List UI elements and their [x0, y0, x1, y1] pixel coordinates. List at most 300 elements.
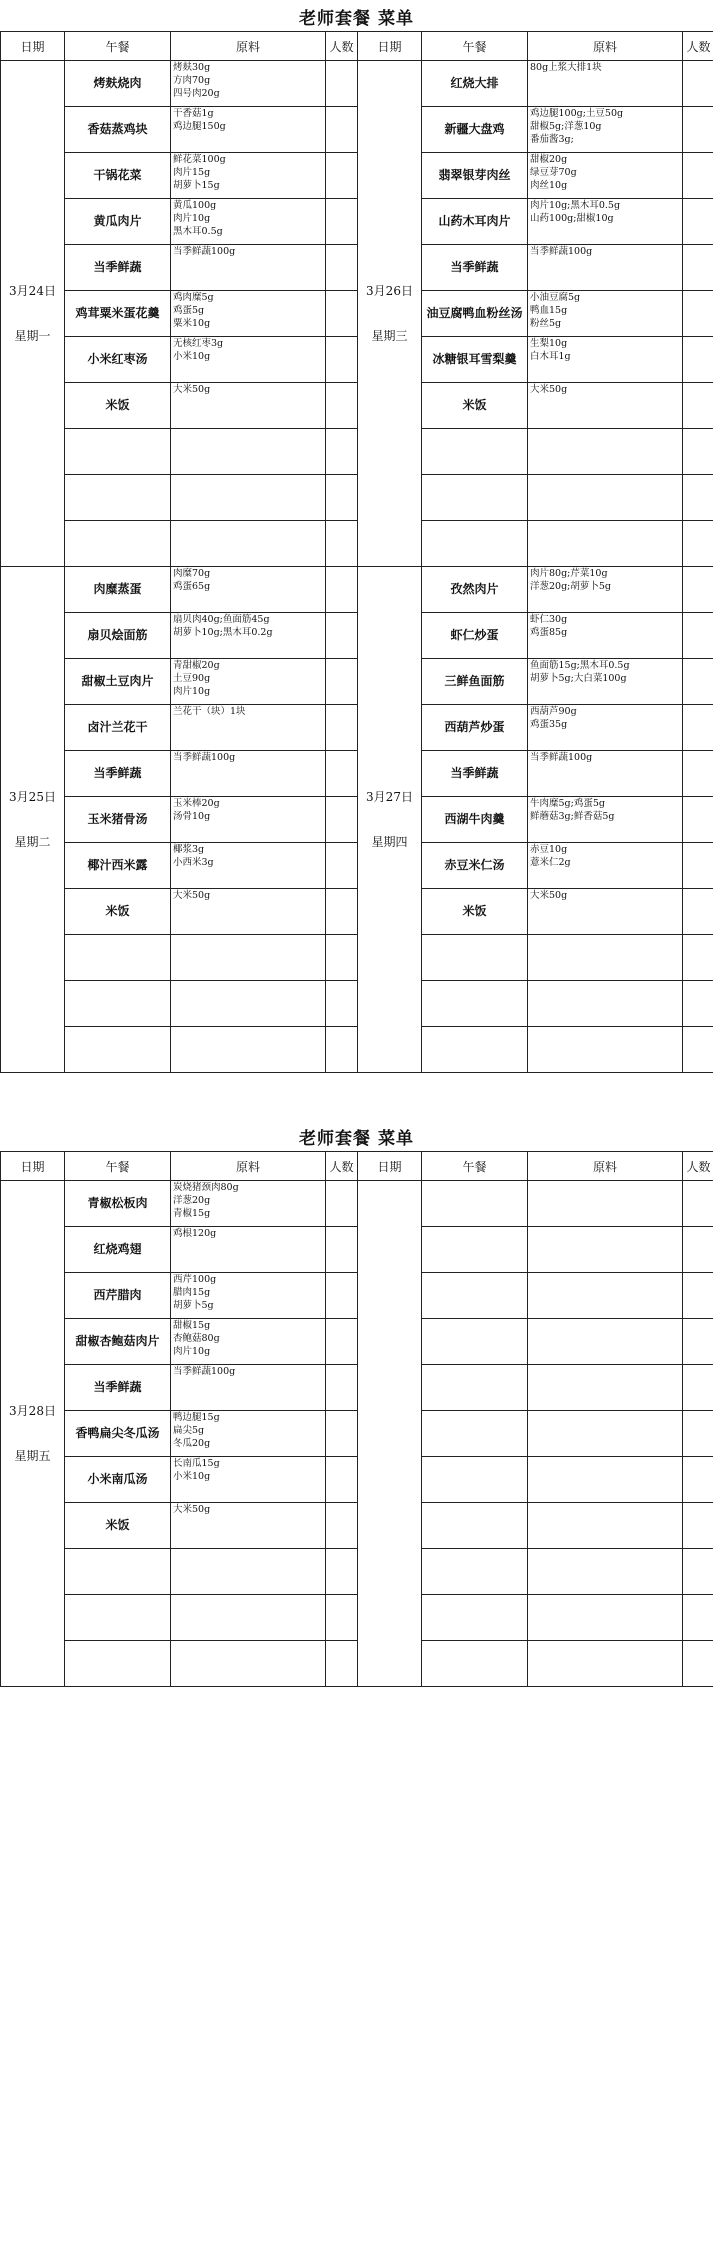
- ingredient-line: 干香菇1g: [173, 108, 214, 119]
- dish-name: [422, 1549, 528, 1595]
- ingredient-line: 黑木耳0.5g: [173, 225, 223, 237]
- dish-name: [65, 935, 171, 981]
- table-row: [1, 1181, 713, 1227]
- people-count-cell[interactable]: [683, 475, 713, 521]
- date-label: 3月27日: [366, 790, 413, 805]
- table-row: [1, 613, 713, 659]
- dish-name: 冰糖银耳雪梨羹: [422, 337, 528, 383]
- people-count-cell[interactable]: [683, 1273, 713, 1319]
- people-count-cell[interactable]: [326, 383, 358, 429]
- table-row: [1, 107, 713, 153]
- ingredients-cell: [528, 1457, 683, 1503]
- dish-name: [422, 429, 528, 475]
- table-row: [1, 889, 713, 935]
- ingredient-line: 鸡根120g: [173, 1228, 217, 1239]
- people-count-cell[interactable]: [326, 751, 358, 797]
- table-row: [1, 475, 713, 521]
- ingredient-line: 鸡边腿100g;土豆50g: [530, 108, 624, 119]
- table-row: [1, 1457, 713, 1503]
- dish-name: [65, 521, 171, 567]
- ingredients-cell: [171, 1365, 326, 1411]
- ingredient-line: 80g上浆大排1块: [530, 62, 602, 73]
- people-count-cell[interactable]: [683, 1227, 713, 1273]
- ingredient-line: 薏米仁2g: [530, 856, 571, 868]
- dish-name: 当季鲜蔬: [422, 245, 528, 291]
- dish-name: 虾仁炒蛋: [422, 613, 528, 659]
- ingredients-cell: [528, 935, 683, 981]
- header-lunch: 午餐: [65, 1152, 171, 1181]
- people-count-cell[interactable]: [683, 567, 713, 613]
- people-count-cell[interactable]: [683, 1319, 713, 1365]
- ingredient-line: 腊肉15g: [173, 1286, 211, 1298]
- table-row: [1, 751, 713, 797]
- ingredients-cell: [171, 843, 326, 889]
- ingredients-cell: [171, 429, 326, 475]
- table-row: [1, 1595, 713, 1641]
- ingredients-cell: [171, 1411, 326, 1457]
- ingredient-line: 鸡蛋65g: [173, 580, 211, 592]
- ingredient-line: 番茄酱3g;: [530, 133, 574, 145]
- ingredient-line: 鸡蛋5g: [173, 304, 205, 316]
- weekday-label: 星期三: [371, 328, 408, 343]
- ingredients-cell: [528, 981, 683, 1027]
- table-row: [1, 337, 713, 383]
- ingredients-cell: [528, 1181, 683, 1227]
- weekday-label: 星期一: [14, 328, 51, 343]
- ingredient-line: 鲜花菜100g: [173, 154, 226, 165]
- ingredients-cell: [528, 659, 683, 705]
- table-row: [1, 1641, 713, 1687]
- header-lunch: 午餐: [422, 32, 528, 61]
- ingredient-line: 玉米棒20g: [173, 798, 220, 809]
- people-count-cell[interactable]: [326, 981, 358, 1027]
- people-count-cell[interactable]: [683, 981, 713, 1027]
- people-count-cell[interactable]: [683, 107, 713, 153]
- people-count-cell[interactable]: [683, 1365, 713, 1411]
- dish-name: [422, 1227, 528, 1273]
- ingredients-cell: [171, 61, 326, 107]
- ingredients-cell: [528, 889, 683, 935]
- header-lunch: 午餐: [422, 1152, 528, 1181]
- dish-name: 孜然肉片: [422, 567, 528, 613]
- dish-name: 西葫芦炒蛋: [422, 705, 528, 751]
- ingredients-cell: [171, 199, 326, 245]
- table-row: [1, 1365, 713, 1411]
- ingredient-line: 胡萝卜5g;大白菜100g: [530, 672, 627, 684]
- dish-name: 油豆腐鸭血粉丝汤: [422, 291, 528, 337]
- date-cell: [358, 1181, 422, 1687]
- table-row: [1, 199, 713, 245]
- table-row: [1, 429, 713, 475]
- people-count-cell[interactable]: [326, 1411, 358, 1457]
- ingredients-cell: [171, 383, 326, 429]
- dish-name: 当季鲜蔬: [65, 751, 171, 797]
- dish-name: 当季鲜蔬: [422, 751, 528, 797]
- ingredient-line: 鸡蛋35g: [530, 718, 568, 730]
- ingredient-line: 肉糜70g: [173, 568, 211, 579]
- dish-name: 西湖牛肉羹: [422, 797, 528, 843]
- page-title: 老师套餐 菜单: [299, 1129, 414, 1149]
- header-ingredients: 原料: [171, 32, 326, 61]
- people-count-cell[interactable]: [326, 1273, 358, 1319]
- people-count-cell[interactable]: [683, 337, 713, 383]
- people-count-cell[interactable]: [326, 1503, 358, 1549]
- ingredient-line: 粟米10g: [173, 317, 211, 329]
- people-count-cell[interactable]: [683, 751, 713, 797]
- people-count-cell[interactable]: [683, 429, 713, 475]
- ingredients-cell: [171, 153, 326, 199]
- table-row: [1, 61, 713, 107]
- ingredients-cell: [528, 1365, 683, 1411]
- people-count-cell[interactable]: [683, 935, 713, 981]
- header-ingredients: 原料: [528, 1152, 683, 1181]
- date-cell: [1, 61, 65, 567]
- ingredient-line: 当季鲜蔬100g: [173, 752, 236, 763]
- people-count-cell[interactable]: [326, 567, 358, 613]
- ingredient-line: 肉片10g: [173, 685, 211, 697]
- people-count-cell[interactable]: [683, 245, 713, 291]
- ingredients-cell: [528, 1273, 683, 1319]
- table-row: [1, 567, 713, 613]
- ingredient-line: 扇贝肉40g;鱼面筋45g: [173, 614, 270, 625]
- dish-name: 米饭: [65, 1503, 171, 1549]
- people-count-cell[interactable]: [683, 1641, 713, 1687]
- header-date: 日期: [1, 1152, 65, 1181]
- ingredients-cell: [171, 751, 326, 797]
- dish-name: [65, 429, 171, 475]
- people-count-cell[interactable]: [326, 291, 358, 337]
- menu-table: [0, 31, 713, 1073]
- people-count-cell[interactable]: [683, 659, 713, 705]
- ingredient-line: 黄瓜100g: [173, 200, 217, 211]
- people-count-cell[interactable]: [683, 153, 713, 199]
- ingredient-line: 小米10g: [173, 350, 211, 362]
- ingredient-line: 大米50g: [530, 890, 568, 901]
- ingredient-line: 鱼面筋15g;黑木耳0.5g: [530, 660, 630, 671]
- ingredients-cell: [171, 613, 326, 659]
- people-count-cell[interactable]: [683, 291, 713, 337]
- people-count-cell[interactable]: [326, 1319, 358, 1365]
- ingredient-line: 杏鲍菇80g: [173, 1332, 220, 1344]
- header-ingredients: 原料: [528, 32, 683, 61]
- ingredient-line: 鸡边腿150g: [173, 120, 226, 132]
- table-row: [1, 705, 713, 751]
- ingredient-line: 山药100g;甜椒10g: [530, 212, 614, 224]
- people-count-cell[interactable]: [683, 61, 713, 107]
- dish-name: 红烧鸡翅: [65, 1227, 171, 1273]
- dish-name: [65, 981, 171, 1027]
- people-count-cell[interactable]: [326, 935, 358, 981]
- header-date: 日期: [1, 32, 65, 61]
- dish-name: 当季鲜蔬: [65, 245, 171, 291]
- dish-name: 山药木耳肉片: [422, 199, 528, 245]
- people-count-cell[interactable]: [326, 153, 358, 199]
- dish-name: 小米南瓜汤: [65, 1457, 171, 1503]
- ingredient-line: 小米10g: [173, 1470, 211, 1482]
- ingredient-line: 长南瓜15g: [173, 1458, 220, 1469]
- ingredients-cell: [171, 107, 326, 153]
- ingredient-line: 肉片10g;黑木耳0.5g: [530, 200, 621, 211]
- table-row: [1, 1549, 713, 1595]
- people-count-cell[interactable]: [326, 61, 358, 107]
- ingredient-line: 肉片15g: [173, 166, 211, 178]
- ingredient-line: 扁尖5g: [173, 1424, 205, 1436]
- dish-name: 青椒松板肉: [65, 1181, 171, 1227]
- weekday-label: 星期二: [14, 834, 51, 849]
- ingredient-line: 椰浆3g: [173, 844, 205, 855]
- date-label: 3月28日: [9, 1404, 56, 1419]
- date-label: 3月24日: [9, 284, 56, 299]
- header-people: 人数: [326, 1152, 358, 1181]
- people-count-cell[interactable]: [683, 613, 713, 659]
- table-row: [1, 1411, 713, 1457]
- people-count-cell[interactable]: [326, 613, 358, 659]
- ingredients-cell: [171, 1227, 326, 1273]
- date-cell: [358, 61, 422, 567]
- dish-name: 米饭: [422, 889, 528, 935]
- ingredient-line: 小西米3g: [173, 856, 214, 868]
- people-count-cell[interactable]: [683, 1457, 713, 1503]
- table-row: [1, 1273, 713, 1319]
- ingredient-line: 土豆90g: [173, 672, 211, 684]
- people-count-cell[interactable]: [326, 475, 358, 521]
- ingredient-line: 西芹100g: [173, 1274, 217, 1285]
- dish-name: 新疆大盘鸡: [422, 107, 528, 153]
- ingredient-line: 肉片10g: [173, 212, 211, 224]
- dish-name: [422, 1641, 528, 1687]
- ingredient-line: 鸡蛋85g: [530, 626, 568, 638]
- ingredients-cell: [171, 659, 326, 705]
- ingredients-cell: [528, 153, 683, 199]
- ingredients-cell: [171, 981, 326, 1027]
- people-count-cell[interactable]: [683, 889, 713, 935]
- dish-name: [422, 1457, 528, 1503]
- ingredient-line: 炭烧猪颈肉80g: [173, 1182, 239, 1193]
- ingredient-line: 冬瓜20g: [173, 1437, 211, 1449]
- dish-name: [422, 1319, 528, 1365]
- table-row: [1, 521, 713, 567]
- dish-name: [422, 521, 528, 567]
- dish-name: [422, 1365, 528, 1411]
- people-count-cell[interactable]: [683, 1595, 713, 1641]
- people-count-cell[interactable]: [683, 199, 713, 245]
- people-count-cell[interactable]: [326, 705, 358, 751]
- people-count-cell[interactable]: [326, 1641, 358, 1687]
- people-count-cell[interactable]: [683, 797, 713, 843]
- page-title: 老师套餐 菜单: [299, 9, 414, 29]
- ingredient-line: 当季鲜蔬100g: [530, 752, 593, 763]
- dish-name: [422, 981, 528, 1027]
- dish-name: [65, 1641, 171, 1687]
- ingredients-cell: [171, 291, 326, 337]
- people-count-cell[interactable]: [326, 1595, 358, 1641]
- ingredient-line: 大米50g: [530, 384, 568, 395]
- dish-name: [422, 1411, 528, 1457]
- ingredients-cell: [171, 521, 326, 567]
- ingredient-line: 肉片10g: [173, 1345, 211, 1357]
- people-count-cell[interactable]: [683, 1503, 713, 1549]
- ingredients-cell: [528, 291, 683, 337]
- ingredients-cell: [528, 1595, 683, 1641]
- ingredients-cell: [171, 1319, 326, 1365]
- ingredient-line: 汤骨10g: [173, 810, 211, 822]
- people-count-cell[interactable]: [326, 1549, 358, 1595]
- table-row: [1, 153, 713, 199]
- ingredients-cell: [528, 797, 683, 843]
- date-label: 3月25日: [9, 790, 56, 805]
- dish-name: 小米红枣汤: [65, 337, 171, 383]
- people-count-cell[interactable]: [683, 1411, 713, 1457]
- ingredient-line: 青椒15g: [173, 1207, 211, 1219]
- dish-name: [422, 1595, 528, 1641]
- people-count-cell[interactable]: [326, 429, 358, 475]
- ingredient-line: 绿豆芽70g: [530, 166, 577, 178]
- dish-name: 米饭: [65, 383, 171, 429]
- ingredients-cell: [171, 797, 326, 843]
- table-row: [1, 981, 713, 1027]
- ingredient-line: 当季鲜蔬100g: [173, 246, 236, 257]
- dish-name: 肉糜蒸蛋: [65, 567, 171, 613]
- people-count-cell[interactable]: [326, 797, 358, 843]
- ingredient-line: 甜椒5g;洋葱10g: [530, 120, 602, 132]
- date-cell: [1, 567, 65, 1073]
- dish-name: 鸡茸粟米蛋花羹: [65, 291, 171, 337]
- people-count-cell[interactable]: [683, 1549, 713, 1595]
- ingredients-cell: [528, 1319, 683, 1365]
- ingredient-line: 牛肉糜5g;鸡蛋5g: [530, 798, 605, 809]
- people-count-cell[interactable]: [326, 245, 358, 291]
- people-count-cell[interactable]: [326, 1457, 358, 1503]
- ingredients-cell: [528, 1641, 683, 1687]
- dish-name: 香鸭扁尖冬瓜汤: [65, 1411, 171, 1457]
- people-count-cell[interactable]: [683, 705, 713, 751]
- date-cell: [358, 567, 422, 1073]
- ingredient-line: 大米50g: [173, 890, 211, 901]
- dish-name: 黄瓜肉片: [65, 199, 171, 245]
- ingredients-cell: [528, 567, 683, 613]
- header-people: 人数: [683, 32, 713, 61]
- ingredients-cell: [171, 1641, 326, 1687]
- ingredient-line: 粉丝5g: [530, 317, 562, 329]
- ingredients-cell: [528, 843, 683, 889]
- people-count-cell[interactable]: [326, 843, 358, 889]
- people-count-cell[interactable]: [326, 521, 358, 567]
- table-row: [1, 935, 713, 981]
- people-count-cell[interactable]: [326, 1365, 358, 1411]
- ingredient-line: 小油豆腐5g: [530, 292, 581, 303]
- dish-name: [422, 1503, 528, 1549]
- people-count-cell[interactable]: [326, 107, 358, 153]
- ingredients-cell: [528, 199, 683, 245]
- people-count-cell[interactable]: [326, 889, 358, 935]
- table-row: [1, 291, 713, 337]
- ingredients-cell: [528, 61, 683, 107]
- dish-name: [422, 935, 528, 981]
- ingredients-cell: [528, 107, 683, 153]
- ingredients-cell: [528, 521, 683, 567]
- ingredient-line: 白木耳1g: [530, 350, 571, 362]
- ingredients-cell: [528, 1549, 683, 1595]
- dish-name: 红烧大排: [422, 61, 528, 107]
- dish-name: [422, 1273, 528, 1319]
- table-row: [1, 1503, 713, 1549]
- ingredient-line: 甜椒15g: [173, 1320, 211, 1331]
- header-people: 人数: [326, 32, 358, 61]
- ingredients-cell: [528, 245, 683, 291]
- ingredient-line: 方肉70g: [173, 74, 211, 86]
- ingredients-cell: [528, 705, 683, 751]
- ingredients-cell: [528, 1411, 683, 1457]
- ingredients-cell: [171, 705, 326, 751]
- people-count-cell[interactable]: [683, 521, 713, 567]
- ingredients-cell: [171, 1549, 326, 1595]
- people-count-cell[interactable]: [683, 383, 713, 429]
- dish-name: 翡翠银芽肉丝: [422, 153, 528, 199]
- ingredients-cell: [171, 337, 326, 383]
- ingredients-cell: [528, 1027, 683, 1073]
- ingredients-cell: [528, 429, 683, 475]
- table-row: [1, 1227, 713, 1273]
- dish-name: 椰汁西米露: [65, 843, 171, 889]
- people-count-cell[interactable]: [326, 659, 358, 705]
- table-row: [1, 797, 713, 843]
- dish-name: 米饭: [65, 889, 171, 935]
- people-count-cell[interactable]: [326, 1227, 358, 1273]
- dish-name: 扇贝烩面筋: [65, 613, 171, 659]
- ingredient-line: 四号肉20g: [173, 87, 220, 99]
- people-count-cell[interactable]: [326, 1181, 358, 1227]
- dish-name: [422, 1181, 528, 1227]
- dish-name: [65, 1549, 171, 1595]
- table-row: [1, 659, 713, 705]
- dish-name: 西芹腊肉: [65, 1273, 171, 1319]
- table-row: [1, 383, 713, 429]
- ingredients-cell: [171, 245, 326, 291]
- ingredient-line: 甜椒20g: [530, 154, 568, 165]
- dish-name: [65, 475, 171, 521]
- ingredient-line: 洋葱20g: [173, 1194, 211, 1206]
- people-count-cell[interactable]: [326, 199, 358, 245]
- dish-name: 当季鲜蔬: [65, 1365, 171, 1411]
- people-count-cell[interactable]: [683, 843, 713, 889]
- dish-name: 干锅花菜: [65, 153, 171, 199]
- ingredient-line: 大米50g: [173, 384, 211, 395]
- people-count-cell[interactable]: [683, 1181, 713, 1227]
- people-count-cell[interactable]: [326, 337, 358, 383]
- dish-name: 香菇蒸鸡块: [65, 107, 171, 153]
- dish-name: 甜椒土豆肉片: [65, 659, 171, 705]
- dish-name: 三鲜鱼面筋: [422, 659, 528, 705]
- ingredients-cell: [528, 383, 683, 429]
- ingredients-cell: [171, 1027, 326, 1073]
- ingredient-line: 当季鲜蔬100g: [530, 246, 593, 257]
- ingredient-line: 赤豆10g: [530, 844, 568, 855]
- ingredient-line: 鸭血15g: [530, 304, 568, 316]
- ingredient-line: 西葫芦90g: [530, 706, 577, 717]
- people-count-cell[interactable]: [326, 1027, 358, 1073]
- people-count-cell[interactable]: [683, 1027, 713, 1073]
- ingredient-line: 鸭边腿15g: [173, 1412, 220, 1423]
- dish-name: [422, 475, 528, 521]
- ingredients-cell: [171, 567, 326, 613]
- dish-name: 甜椒杏鲍菇肉片: [65, 1319, 171, 1365]
- ingredients-cell: [528, 475, 683, 521]
- ingredients-cell: [171, 1503, 326, 1549]
- ingredient-line: 肉片80g;芹菜10g: [530, 568, 608, 579]
- ingredients-cell: [528, 1503, 683, 1549]
- ingredients-cell: [171, 935, 326, 981]
- ingredients-cell: [528, 1227, 683, 1273]
